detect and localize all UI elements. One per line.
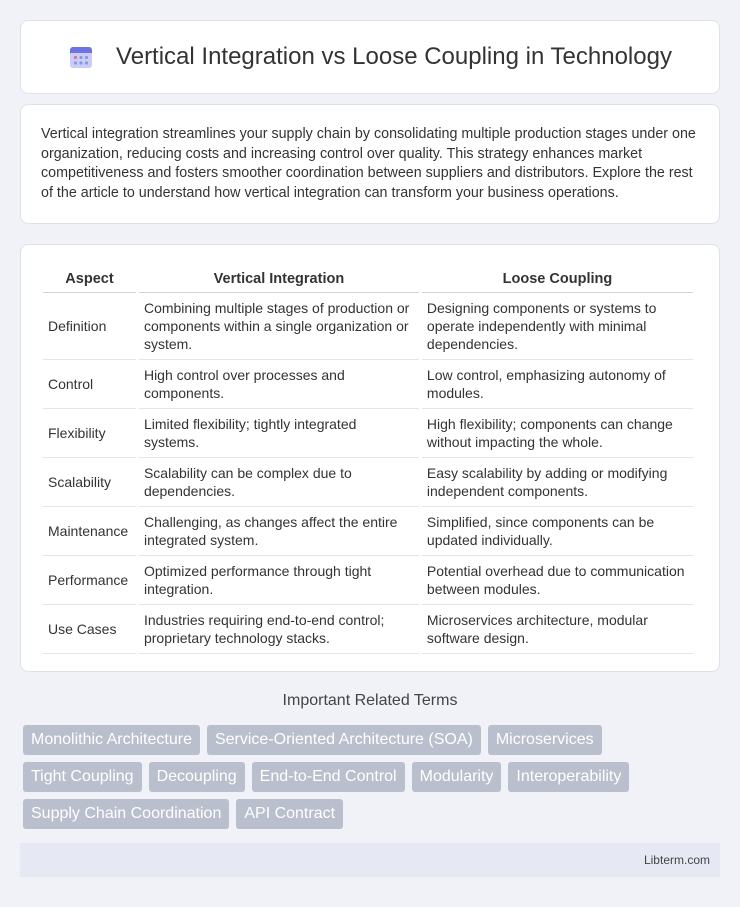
comparison-card bbox=[20, 244, 720, 672]
related-terms-heading: Important Related Terms bbox=[282, 692, 458, 709]
loose-coupling-cell: Potential overhead due to communication between modules. bbox=[422, 556, 693, 605]
title-card bbox=[20, 20, 720, 94]
vertical-integration-cell: Limited flexibility; tightly integrated systems. bbox=[139, 409, 419, 458]
term-tag[interactable]: Modularity bbox=[412, 762, 502, 792]
term-tag[interactable]: End-to-End Control bbox=[252, 762, 405, 792]
loose-coupling-cell: Simplified, since components can be updated individually. bbox=[422, 507, 693, 556]
table-row bbox=[43, 507, 693, 556]
vertical-integration-cell: Industries requiring end-to-end control; proprietary technology stacks. bbox=[139, 605, 419, 654]
loose-coupling-cell: Microservices architecture, modular software design. bbox=[422, 605, 693, 654]
aspect-cell: Use Cases bbox=[43, 605, 136, 654]
table-row bbox=[43, 605, 693, 654]
vertical-integration-cell: Optimized performance through tight integration. bbox=[139, 556, 419, 605]
header-vertical-integration: Vertical Integration bbox=[139, 265, 419, 293]
term-tag[interactable]: Interoperability bbox=[508, 762, 629, 792]
aspect-cell: Definition bbox=[43, 293, 136, 360]
table-row bbox=[43, 409, 693, 458]
table-row bbox=[43, 556, 693, 605]
page-title: Vertical Integration vs Loose Coupling in Technology bbox=[116, 43, 672, 70]
aspect-cell: Performance bbox=[43, 556, 136, 605]
term-tag[interactable]: API Contract bbox=[236, 799, 343, 829]
term-tag[interactable]: Microservices bbox=[488, 725, 602, 755]
intro-card bbox=[20, 104, 720, 224]
header-aspect: Aspect bbox=[43, 265, 136, 293]
aspect-cell: Scalability bbox=[43, 458, 136, 507]
loose-coupling-cell: Easy scalability by adding or modifying independent components. bbox=[422, 458, 693, 507]
table-row bbox=[43, 458, 693, 507]
table-header-row bbox=[43, 265, 693, 293]
term-tag[interactable]: Decoupling bbox=[149, 762, 245, 792]
term-tag[interactable]: Tight Coupling bbox=[23, 762, 142, 792]
footer-site-link[interactable]: Libterm.com bbox=[643, 853, 710, 867]
term-tag[interactable]: Monolithic Architecture bbox=[23, 725, 200, 755]
document-list-icon bbox=[68, 44, 94, 70]
footer bbox=[20, 843, 720, 877]
vertical-integration-cell: Scalability can be complex due to dependencies. bbox=[139, 458, 419, 507]
vertical-integration-cell: High control over processes and components. bbox=[139, 360, 419, 409]
loose-coupling-cell: Designing components or systems to operate independently with minimal dependencies. bbox=[422, 293, 693, 360]
vertical-integration-cell: Challenging, as changes affect the entire integrated system. bbox=[139, 507, 419, 556]
comparison-table bbox=[40, 265, 696, 654]
header-loose-coupling: Loose Coupling bbox=[422, 265, 693, 293]
vertical-integration-cell: Combining multiple stages of production or components within a single organization or system. bbox=[139, 293, 419, 360]
aspect-cell: Maintenance bbox=[43, 507, 136, 556]
aspect-cell: Flexibility bbox=[43, 409, 136, 458]
aspect-cell: Control bbox=[43, 360, 136, 409]
table-row bbox=[43, 360, 693, 409]
intro-paragraph: Vertical integration streamlines your supply chain by consolidating multiple production stages under one organization, reducing costs and increasing control over quality. This strategy enhances market competitiveness and fosters smoother coordination between suppliers and distributors. Explore the rest of the article to understand how vertical integration can transform your business operations. bbox=[41, 126, 696, 201]
table-row bbox=[43, 293, 693, 360]
term-tag[interactable]: Supply Chain Coordination bbox=[23, 799, 229, 829]
loose-coupling-cell: High flexibility; components can change without impacting the whole. bbox=[422, 409, 693, 458]
loose-coupling-cell: Low control, emphasizing autonomy of modules. bbox=[422, 360, 693, 409]
related-terms-list bbox=[23, 725, 723, 836]
term-tag[interactable]: Service-Oriented Architecture (SOA) bbox=[207, 725, 481, 755]
